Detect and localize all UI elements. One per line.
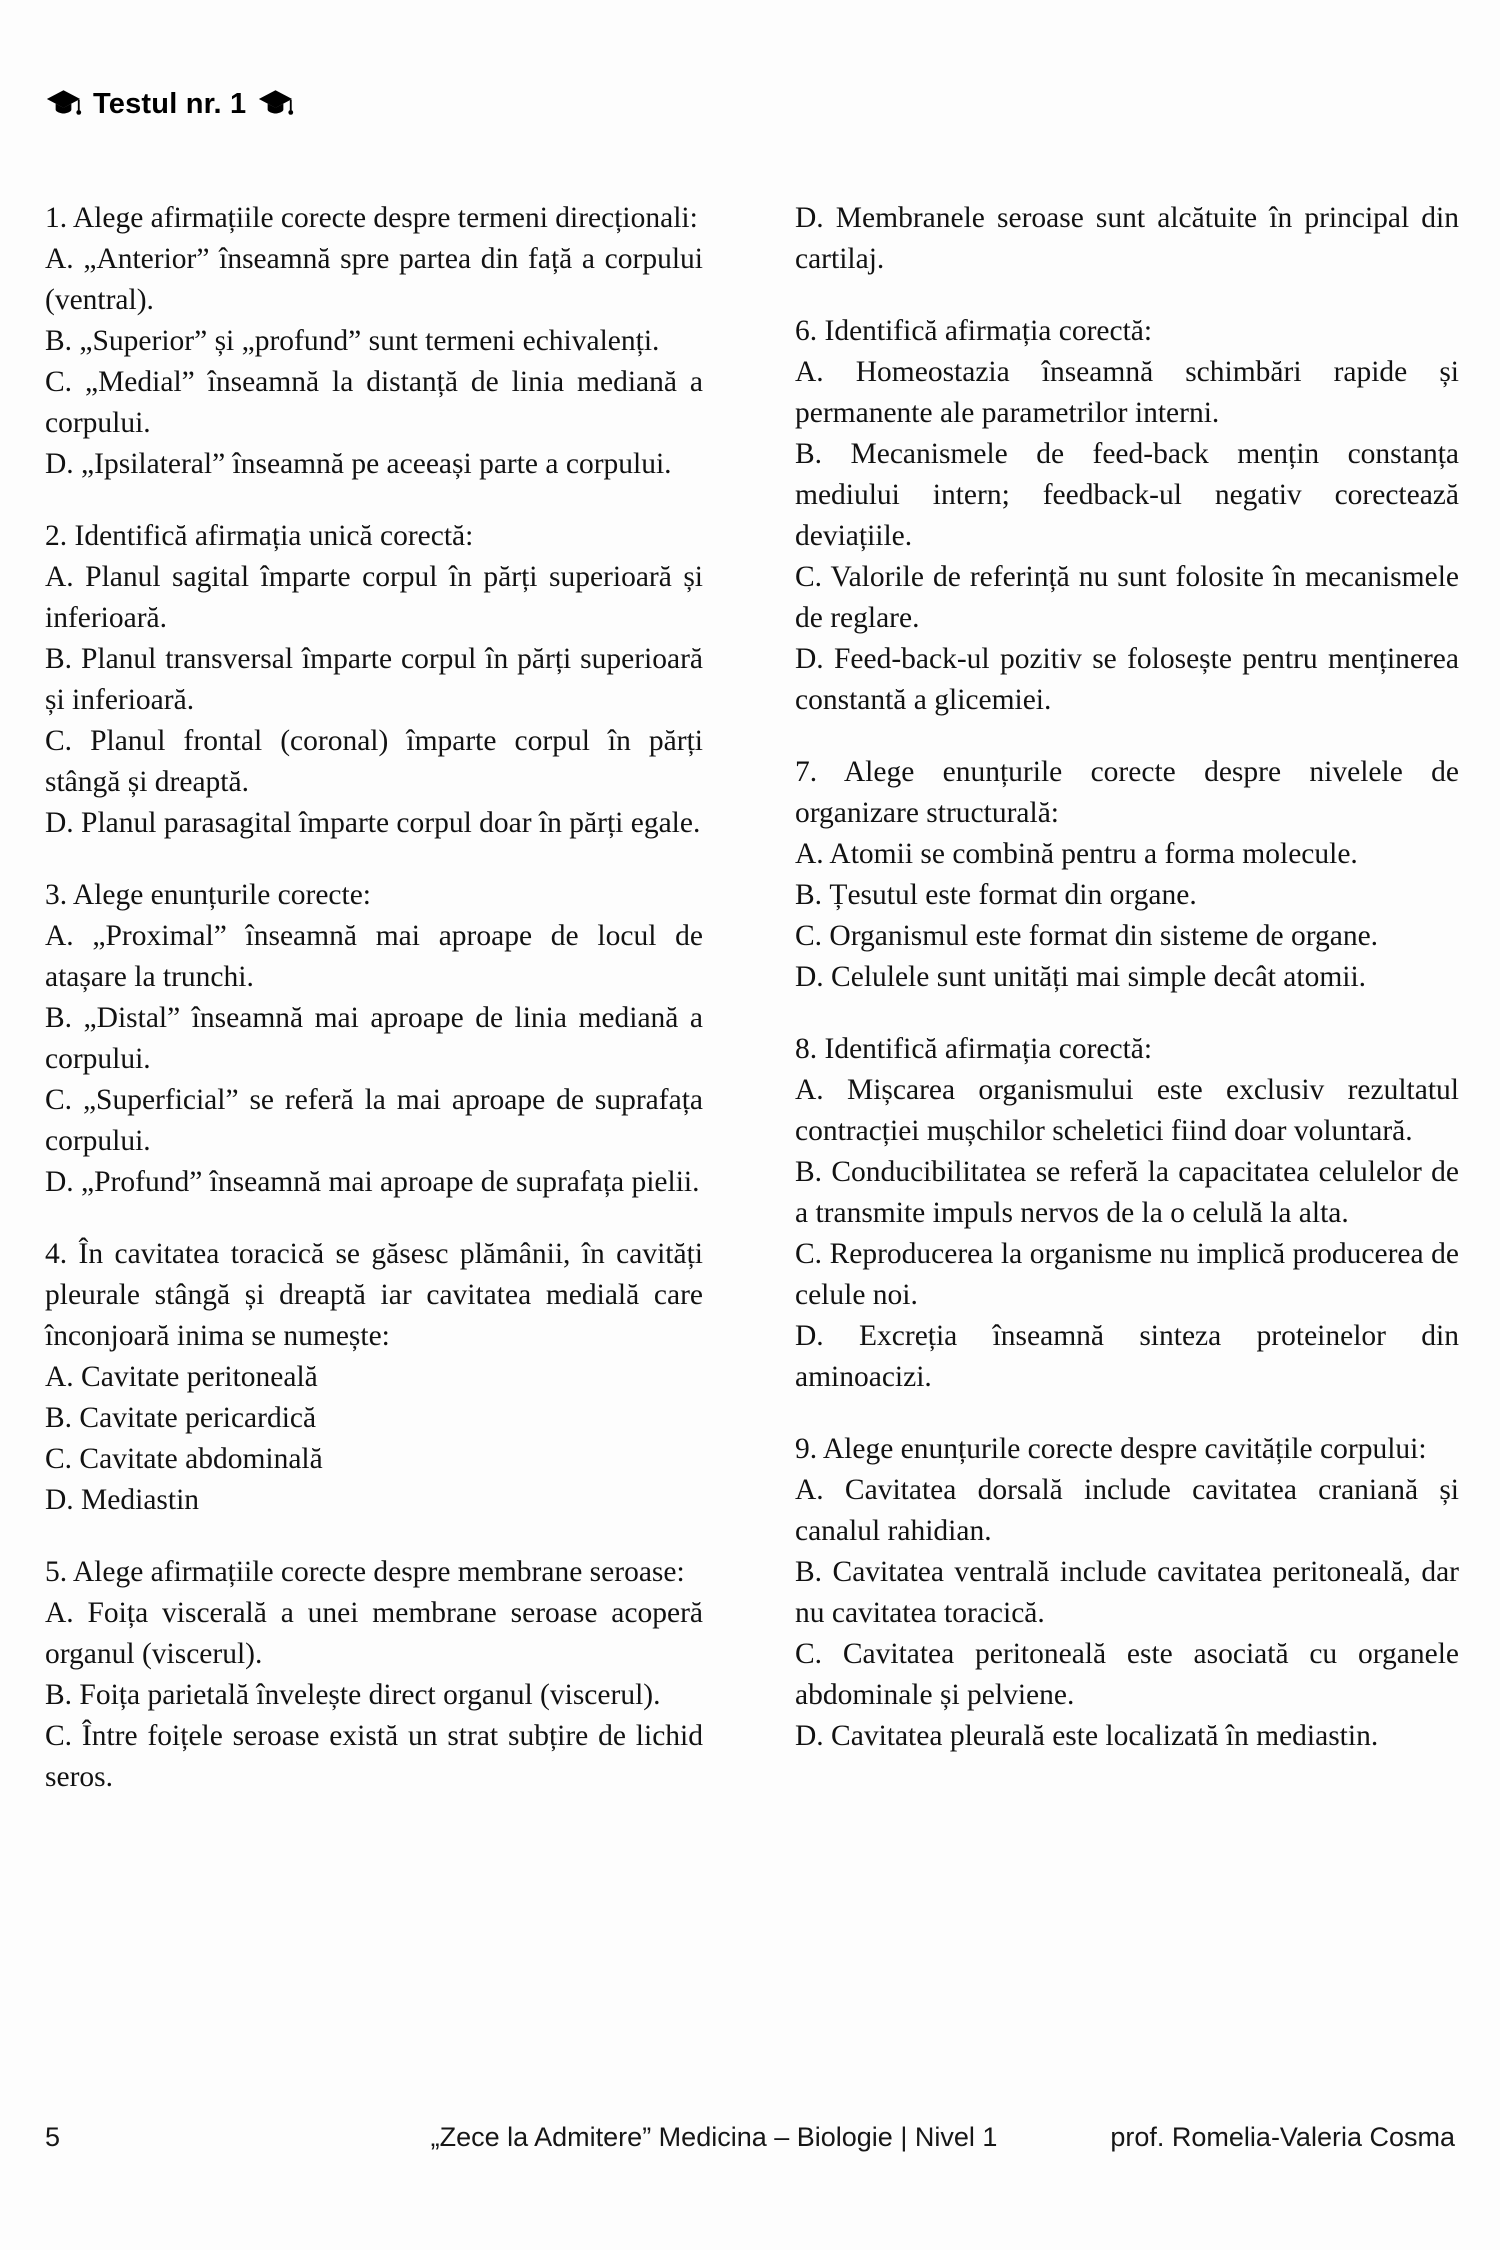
question-stem: 8. Identifică afirmația corectă: <box>795 1033 1153 1065</box>
page-number: 5 <box>45 2122 61 2152</box>
answer-option: A. Planul sagital împarte corpul în părți superioară și inferioară. <box>45 561 703 634</box>
answer-option: B. Țesutul este format din organe. <box>795 879 1197 911</box>
answer-option: B. Cavitate pericardică <box>45 1402 317 1434</box>
question-1 <box>45 198 703 485</box>
page-footer <box>45 2122 1458 2162</box>
question-7 <box>795 752 1459 998</box>
question-8 <box>795 1029 1459 1398</box>
question-4 <box>45 1234 703 1521</box>
question-5 <box>45 1552 703 1798</box>
footer-author: prof. Romelia-Valeria Cosma <box>1110 2122 1455 2152</box>
page-header <box>45 88 294 121</box>
answer-option: C. Organismul este format din sisteme de organe. <box>795 920 1379 952</box>
answer-option: D. Feed-back-ul pozitiv se folosește pentru menținerea constantă a glicemiei. <box>795 643 1459 716</box>
answer-option: B. Conducibilitatea se referă la capacitatea celulelor de a transmite impuls nervos de la o celulă la alta. <box>795 1156 1459 1229</box>
answer-option: C. „Superficial” se referă la mai aproape de suprafața corpului. <box>45 1084 703 1157</box>
answer-option: D. Membranele seroase sunt alcătuite în principal din cartilaj. <box>795 202 1459 275</box>
answer-option: D. Celulele sunt unități mai simple decât atomii. <box>795 961 1367 993</box>
answer-option: A. Homeostazia înseamnă schimbări rapide și permanente ale parametrilor interni. <box>795 356 1459 429</box>
answer-option: C. Cavitate abdominală <box>45 1443 323 1475</box>
answer-option: D. „Ipsilateral” înseamnă pe aceeași parte a corpului. <box>45 448 672 480</box>
question-3 <box>45 875 703 1203</box>
question-2 <box>45 516 703 844</box>
answer-option: B. Cavitatea ventrală include cavitatea peritoneală, dar nu cavitatea toracică. <box>795 1556 1459 1629</box>
answer-option: A. Cavitatea dorsală include cavitatea craniană și canalul rahidian. <box>795 1474 1459 1547</box>
answer-option: A. „Proximal” înseamnă mai aproape de locul de atașare la trunchi. <box>45 920 703 993</box>
question-stem: 7. Alege enunțurile corecte despre nivelele de organizare structurală: <box>795 756 1459 829</box>
text-column-left <box>45 198 703 1829</box>
answer-option: D. Planul parasagital împarte corpul doar în părți egale. <box>45 807 701 839</box>
question-stem: 3. Alege enunțurile corecte: <box>45 879 371 911</box>
question-9 <box>795 1429 1459 1757</box>
text-column-right <box>795 198 1459 1788</box>
answer-option: C. Între foițele seroase există un strat subțire de lichid seros. <box>45 1720 703 1793</box>
footer-book-title: „Zece la Admitere” Medicina – Biologie | Nivel 1 <box>430 2122 998 2152</box>
answer-option: A. „Anterior” înseamnă spre partea din față a corpului (ventral). <box>45 243 703 316</box>
answer-option: C. „Medial” înseamnă la distanță de linia mediană a corpului. <box>45 366 703 439</box>
answer-option: D. Mediastin <box>45 1484 200 1516</box>
question-stem: 1. Alege afirmațiile corecte despre termeni direcționali: <box>45 202 698 234</box>
question-6 <box>795 311 1459 721</box>
answer-option: A. Foița viscerală a unei membrane seroase acoperă organul (viscerul). <box>45 1597 703 1670</box>
question-stem: 5. Alege afirmațiile corecte despre membrane seroase: <box>45 1556 685 1588</box>
graduation-cap-icon <box>257 89 294 121</box>
answer-option: A. Mișcarea organismului este exclusiv rezultatul contracției mușchilor scheletici fiind doar voluntară. <box>795 1074 1459 1147</box>
answer-option: D. „Profund” înseamnă mai aproape de suprafața pielii. <box>45 1166 700 1198</box>
question-stem: 6. Identifică afirmația corectă: <box>795 315 1153 347</box>
answer-option: B. Foița parietală învelește direct organul (viscerul). <box>45 1679 661 1711</box>
page-title: Testul nr. 1 <box>93 88 247 120</box>
question-stem: 2. Identifică afirmația unică corectă: <box>45 520 474 552</box>
answer-option: C. Reproducerea la organisme nu implică producerea de celule noi. <box>795 1238 1459 1311</box>
question-stem: 9. Alege enunțurile corecte despre cavitățile corpului: <box>795 1433 1427 1465</box>
answer-option: B. Planul transversal împarte corpul în părți superioară și inferioară. <box>45 643 703 716</box>
answer-option: C. Planul frontal (coronal) împarte corpul în părți stângă și dreaptă. <box>45 725 703 798</box>
question-5-continuation <box>795 198 1459 280</box>
answer-option: B. „Distal” înseamnă mai aproape de linia mediană a corpului. <box>45 1002 703 1075</box>
answer-option: A. Cavitate peritoneală <box>45 1361 318 1393</box>
answer-option: B. Mecanismele de feed-back mențin constanța mediului intern; feedback-ul negativ corectează deviațiile. <box>795 438 1459 552</box>
answer-option: D. Cavitatea pleurală este localizată în mediastin. <box>795 1720 1379 1752</box>
graduation-cap-icon <box>45 89 82 121</box>
question-stem: 4. În cavitatea toracică se găsesc plămânii, în cavități pleurale stângă și dreaptă iar cavitatea medială care înconjoară inima se numește: <box>45 1238 703 1352</box>
answer-option: D. Excreția înseamnă sinteza proteinelor din aminoacizi. <box>795 1320 1459 1393</box>
answer-option: C. Cavitatea peritoneală este asociată cu organele abdominale și pelviene. <box>795 1638 1459 1711</box>
answer-option: C. Valorile de referință nu sunt folosite în mecanismele de reglare. <box>795 561 1459 634</box>
answer-option: B. „Superior” și „profund” sunt termeni echivalenți. <box>45 325 660 357</box>
answer-option: A. Atomii se combină pentru a forma molecule. <box>795 838 1358 870</box>
